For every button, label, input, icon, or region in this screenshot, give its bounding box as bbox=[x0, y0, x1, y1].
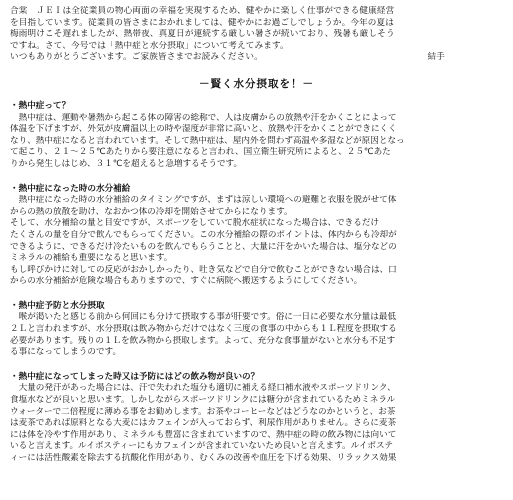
section-line: りから発生しはじめ、３１℃を超えると急増するそうです。 bbox=[10, 158, 243, 169]
article-title: －賢く水分摂取を！－ bbox=[199, 77, 314, 90]
section-line: て起こり、２１～２５℃あたりから要注意になると言われ、国立衛生研究所によると、２５℃あた bbox=[10, 147, 391, 158]
section-line: いると言えます。ルイボスティーにもカフェインが含まれていないため良いと言えます。ルイボステ bbox=[10, 441, 394, 452]
section-line: 体温を下げますが、外気が皮膚温以上の時や湿度が非常に高いと、放熱や汗をかくことができにくく bbox=[10, 124, 397, 135]
signature: 結手 bbox=[427, 52, 445, 63]
section-heading: ・熱中症予防と水分摂取 bbox=[10, 300, 105, 311]
intro-closing-text: いつもありがとうございます。ご家族皆さまでお読みください。 bbox=[10, 52, 263, 63]
intro-line: 合棠 ＪＥＩは全従業員の物心両面の幸福を実現するため、健やかに楽しく仕事ができる健康経営 bbox=[10, 6, 395, 16]
section-line: 食塩水などが良いと思います。しかしながらスポーツドリンクには糖分が含まれているためミネラル bbox=[10, 395, 396, 406]
section-line: には体を冷やす作用があり、ミネラルも豊富に含まれていますので、熱中症の時の飲み物には向いて bbox=[10, 429, 397, 440]
section-line: からの水分補給が危険な場合もありますので、すぐに病院へ搬送するようにしてください。 bbox=[10, 276, 363, 287]
section-line: ２Ｌと言われますが、水分摂取は飲み物からだけではなく三度の食事の中からも１Ｌ程度を摂取する bbox=[10, 324, 397, 335]
section-line: ウォーターで二倍程度に薄める事をお勧めします。お茶やコーヒーなどはどうなのかというと、お茶 bbox=[10, 406, 396, 417]
section-line: 熱中症は、運動や暑熱から起こる体の障害の総称で、人は皮膚からの放熱や汗をかくことによって bbox=[10, 112, 397, 123]
section-line: 大量の発汗があった場合には、汗で失われた塩分も適切に補える経口補水液やスポーツドリンク、 bbox=[10, 383, 396, 394]
intro-line: 梅雨明けこそ遅れましたが、熱帯夜、真夏日が連続する厳しい暑さが続いており、残暑も厳しそう bbox=[10, 29, 395, 40]
section-line: は麦茶であれば原料となる大麦にはカフェインが入っておらず、利尿作用がありません。さらに麦茶 bbox=[10, 418, 397, 429]
section-line: からの熱の放散を助け、なおかつ体の冷却を開始させてからになります。 bbox=[10, 206, 293, 217]
section-line: 喉が渇いたと感じる前から何回にも分けて摂取する事が肝要です。俗に一日に必要な水分量は最低 bbox=[10, 312, 397, 323]
section-line: 必要があります。残りの１Ｌを飲み物から摂取します。よって、充分な食事量がないと水分も不足す bbox=[10, 335, 396, 346]
intro-closing-row bbox=[10, 52, 503, 64]
section-recommended-drinks bbox=[10, 372, 503, 465]
section-heading: ・熱中症になった時の水分補給 bbox=[10, 183, 131, 194]
section-prevention-and-hydration bbox=[10, 301, 503, 359]
section-line: なり、熱中症になると言われています。そして熱中症は、屋内外を問わず高温や多湿などが原因となっ bbox=[10, 135, 405, 146]
section-heading: ・熱中症になってしまった時又は予防にはどの飲み物が良いの？ bbox=[10, 371, 260, 382]
section-line: できるように、できるだけ冷たいものを飲んでもらうことと、大量に汗をかいた場合は、塩分などの bbox=[10, 241, 397, 252]
section-line: る事になってしまうのです。 bbox=[10, 347, 122, 358]
section-line: ィーには活性酸素を除去する抗酸化作用があり、むくみの改善や血圧を下げる効果、リラックス効果 bbox=[10, 453, 397, 463]
section-line: もし呼びかけに対しての反応がおかしかったり、吐き気などで自分で飲むことができない場合は、口 bbox=[10, 264, 397, 275]
section-heading: ・熱中症って？ bbox=[10, 100, 71, 111]
section-hydration-during-heatstroke bbox=[10, 184, 503, 288]
section-what-is-heatstroke bbox=[10, 101, 503, 171]
section-line: 熱中症になった時の水分補給のタイミングですが、まずは涼しい環境への避難と衣服を脱がせて体 bbox=[10, 195, 397, 206]
intro-line: を目指しています。従業員の皆さまにおかれましては、健やかにお過ごしでしょうか。今年の夏は bbox=[10, 17, 395, 28]
intro-line: ですね。さて、今号では「熱中症と水分摂取」について考えてみます。 bbox=[10, 40, 289, 51]
section-line: たくさんの量を自分で飲んでもらってください。この水分補給の際のポイントは、体内からも冷却が bbox=[10, 229, 397, 240]
section-line: ミネラルの補給も重要になると思います。 bbox=[10, 253, 173, 264]
section-line: そして、水分補給の量と目安ですが、スポーツをしていて脱水症状になった場合は、できるだけ bbox=[10, 218, 380, 229]
intro-paragraph bbox=[10, 6, 503, 64]
